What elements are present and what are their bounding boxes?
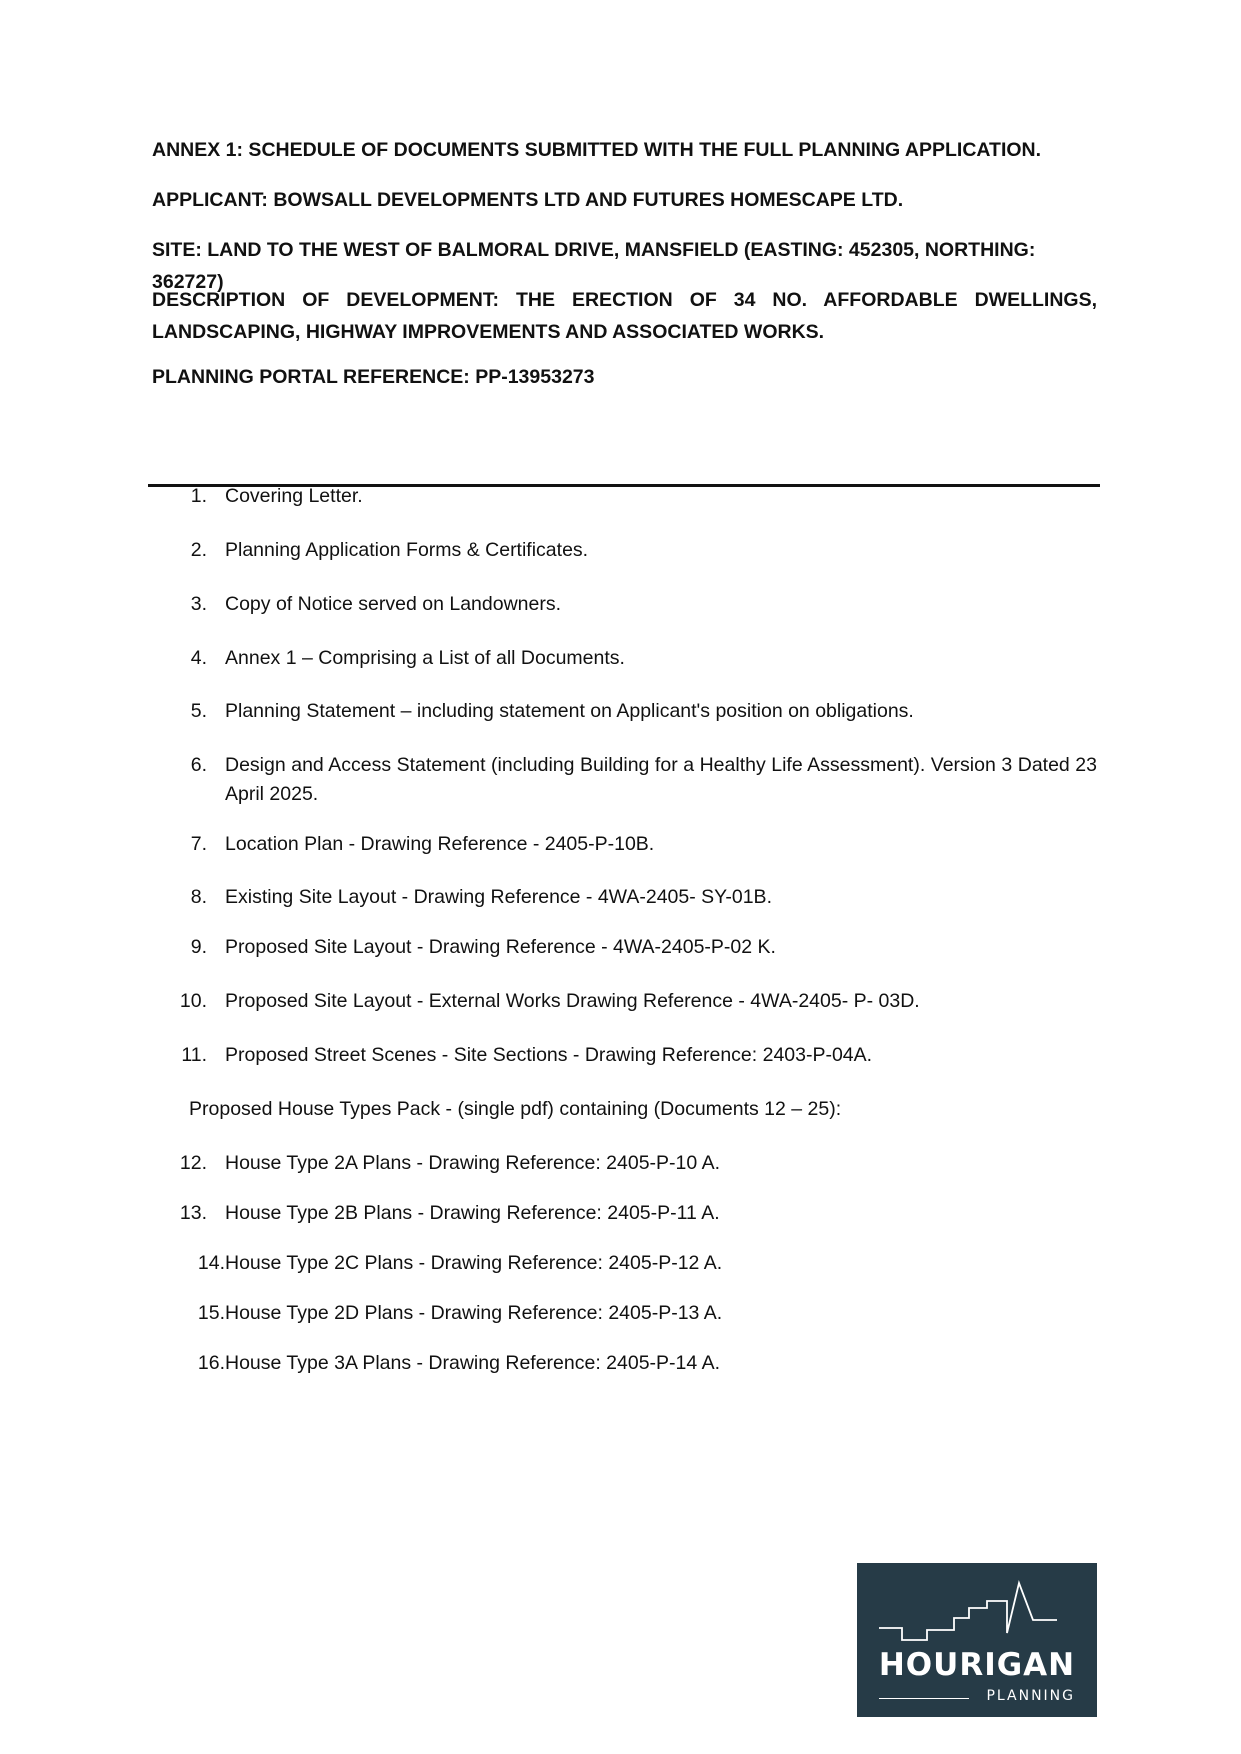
item-text: Planning Application Forms & Certificates. (225, 539, 589, 561)
item-text: Design and Access Statement (including Building for a Healthy Life Assessment). Version 3 Dated 23 April 2025. (225, 754, 1097, 805)
applicant-line: APPLICANT: BOWSALL DEVELOPMENTS LTD AND FUTURES HOMESCAPE LTD. (152, 189, 904, 211)
item-text: House Type 2B Plans - Drawing Reference: 2405-P-11 A. (225, 1202, 720, 1224)
item-number: 14. (197, 1252, 225, 1274)
house-type-item (152, 1199, 1097, 1228)
item-number: 15. (197, 1302, 225, 1324)
logo-wordmark: HOURIGAN (878, 1647, 1076, 1683)
portal-reference: PLANNING PORTAL REFERENCE: PP-13953273 (152, 366, 595, 388)
document-item (152, 482, 1097, 511)
item-number: 1. (190, 485, 207, 507)
document-item (152, 830, 1097, 859)
item-number: 13. (179, 1202, 207, 1224)
house-type-item (152, 1249, 1097, 1278)
document-item (152, 697, 1097, 726)
hourigan-planning-logo (857, 1563, 1097, 1717)
document-item (152, 987, 1097, 1016)
item-text: Covering Letter. (225, 485, 363, 507)
logo-underline (879, 1698, 969, 1699)
house-type-item (152, 1299, 1097, 1328)
document-item (152, 751, 1097, 809)
item-text: Copy of Notice served on Landowners. (225, 593, 562, 615)
document-item (152, 536, 1097, 565)
document-item (152, 933, 1097, 962)
item-text: Location Plan - Drawing Reference - 2405-P-10B. (225, 833, 655, 855)
item-text: Proposed Site Layout - External Works Drawing Reference - 4WA-2405- P- 03D. (225, 990, 920, 1012)
logo-subtitle: PLANNING (986, 1688, 1075, 1704)
house-type-item (152, 1349, 1097, 1378)
document-item (152, 590, 1097, 619)
item-number: 12. (179, 1152, 207, 1174)
item-number: 3. (190, 593, 207, 615)
site-line: SITE: LAND TO THE WEST OF BALMORAL DRIVE, MANSFIELD (EASTING: 452305, NORTHING: 362727) (152, 239, 1036, 293)
item-text: Existing Site Layout - Drawing Reference - 4WA-2405- SY-01B. (225, 886, 772, 908)
item-number: 5. (190, 700, 207, 722)
house-types-intro: Proposed House Types Pack - (single pdf) containing (Documents 12 – 25): (189, 1098, 842, 1120)
skyline-icon (857, 1563, 1097, 1653)
annex-title: ANNEX 1: SCHEDULE OF DOCUMENTS SUBMITTED WITH THE FULL PLANNING APPLICATION. (152, 139, 1042, 161)
item-number: 2. (190, 539, 207, 561)
item-text: House Type 2D Plans - Drawing Reference: 2405-P-13 A. (225, 1302, 723, 1324)
item-text: Planning Statement – including statement on Applicant's position on obligations. (225, 700, 914, 722)
development-description: DESCRIPTION OF DEVELOPMENT: THE ERECTION OF 34 NO. AFFORDABLE DWELLINGS, LANDSCAPING, HIGHWAY IMPROVEMENTS AND ASSOCIATED WORKS. (152, 289, 1097, 343)
item-number: 7. (190, 833, 207, 855)
item-number: 16. (197, 1352, 225, 1374)
item-text: Proposed Street Scenes - Site Sections - Drawing Reference: 2403-P-04A. (225, 1044, 873, 1066)
item-text: House Type 2C Plans - Drawing Reference: 2405-P-12 A. (225, 1252, 723, 1274)
item-number: 10. (179, 990, 207, 1012)
document-item (152, 644, 1097, 673)
item-number: 6. (190, 754, 207, 776)
item-number: 8. (190, 886, 207, 908)
item-text: Proposed Site Layout - Drawing Reference - 4WA-2405-P-02 K. (225, 936, 776, 958)
item-text: House Type 2A Plans - Drawing Reference: 2405-P-10 A. (225, 1152, 721, 1174)
house-type-item (152, 1149, 1097, 1178)
document-item (152, 1041, 1097, 1070)
item-text: Annex 1 – Comprising a List of all Documents. (225, 647, 625, 669)
item-text: House Type 3A Plans - Drawing Reference: 2405-P-14 A. (225, 1352, 721, 1374)
document-item (152, 883, 1097, 912)
item-number: 9. (190, 936, 207, 958)
item-number: 4. (190, 647, 207, 669)
item-number: 11. (181, 1044, 207, 1066)
